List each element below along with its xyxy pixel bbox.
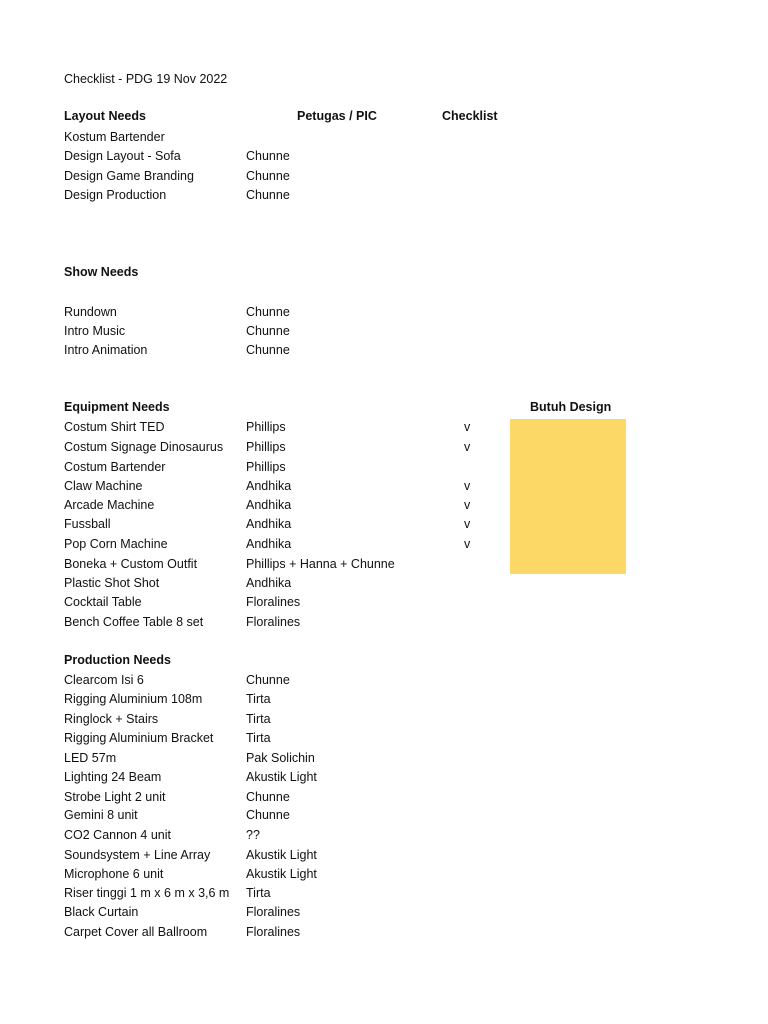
equipment-row-pic: Andhika [246,517,292,531]
equipment-row-check: v [464,537,471,551]
show-row-item: Intro Music [64,324,126,338]
equipment-row-pic: Andhika [246,537,292,551]
equipment-row-pic: Phillips [246,440,286,454]
equipment-row-item: Bench Coffee Table 8 set [64,615,204,629]
equipment-row-item: Arcade Machine [64,498,155,512]
equipment-row-check: v [464,498,471,512]
production-row-item: Rigging Aluminium 108m [64,692,203,706]
pic-column-header: Petugas / PIC [297,109,377,123]
production-row-pic: ?? [246,828,260,842]
equipment-row-pic: Phillips + Hanna + Chunne [246,557,395,571]
production-row-pic: Chunne [246,790,290,804]
equipment-row-pic: Floralines [246,615,301,629]
equipment-row-pic: Andhika [246,479,292,493]
production-row-item: Riser tinggi 1 m x 6 m x 3,6 m [64,886,230,900]
show-row-item: Rundown [64,305,117,319]
production-row-item: LED 57m [64,751,117,765]
production-row-item: Gemini 8 unit [64,808,138,822]
layout-row-pic: Chunne [246,188,290,202]
layout-row-item: Kostum Bartender [64,130,165,144]
equipment-row-item: Plastic Shot Shot [64,576,160,590]
equipment-row-check: v [464,420,471,434]
layout-row-item: Design Layout - Sofa [64,149,181,163]
document-title: Checklist - PDG 19 Nov 2022 [64,72,228,86]
show-needs-heading: Show Needs [64,265,139,279]
production-row-pic: Tirta [246,731,271,745]
layout-needs-heading: Layout Needs [64,109,146,123]
equipment-row-check: v [464,440,471,454]
equipment-row-item: Costum Bartender [64,460,166,474]
equipment-row-check: v [464,479,471,493]
production-row-pic: Floralines [246,905,301,919]
production-row-item: Soundsystem + Line Array [64,848,211,862]
design-needed-highlight [510,419,626,574]
equipment-row-item: Costum Signage Dinosaurus [64,440,224,454]
equipment-needs-heading: Equipment Needs [64,400,170,414]
equipment-row-check: v [464,517,471,531]
equipment-row-pic: Andhika [246,498,292,512]
show-row-item: Intro Animation [64,343,148,357]
production-row-pic: Chunne [246,673,290,687]
equipment-row-item: Fussball [64,517,111,531]
production-row-item: CO2 Cannon 4 unit [64,828,172,842]
production-needs-heading: Production Needs [64,653,171,667]
production-row-pic: Tirta [246,692,271,706]
show-row-pic: Chunne [246,305,290,319]
checklist-column-header: Checklist [442,109,498,123]
production-row-item: Strobe Light 2 unit [64,790,166,804]
production-row-item: Rigging Aluminium Bracket [64,731,214,745]
equipment-row-item: Cocktail Table [64,595,142,609]
production-row-pic: Tirta [246,712,271,726]
production-row-item: Clearcom Isi 6 [64,673,144,687]
production-row-item: Black Curtain [64,905,139,919]
production-row-pic: Akustik Light [246,770,317,784]
production-row-item: Carpet Cover all Ballroom [64,925,208,939]
production-row-item: Microphone 6 unit [64,867,164,881]
production-row-item: Ringlock + Stairs [64,712,159,726]
equipment-row-item: Claw Machine [64,479,143,493]
equipment-row-pic: Phillips [246,420,286,434]
production-row-pic: Tirta [246,886,271,900]
layout-row-item: Design Production [64,188,167,202]
equipment-row-pic: Andhika [246,576,292,590]
layout-row-pic: Chunne [246,169,290,183]
equipment-row-item: Costum Shirt TED [64,420,165,434]
equipment-row-pic: Floralines [246,595,301,609]
show-row-pic: Chunne [246,343,290,357]
layout-row-item: Design Game Branding [64,169,194,183]
layout-row-pic: Chunne [246,149,290,163]
butuh-design-header: Butuh Design [530,400,612,414]
production-row-pic: Pak Solichin [246,751,315,765]
equipment-row-pic: Phillips [246,460,286,474]
production-row-pic: Akustik Light [246,848,317,862]
production-row-pic: Chunne [246,808,290,822]
equipment-row-item: Pop Corn Machine [64,537,168,551]
production-row-item: Lighting 24 Beam [64,770,162,784]
show-row-pic: Chunne [246,324,290,338]
equipment-row-item: Boneka + Custom Outfit [64,557,198,571]
production-row-pic: Floralines [246,925,301,939]
production-row-pic: Akustik Light [246,867,317,881]
